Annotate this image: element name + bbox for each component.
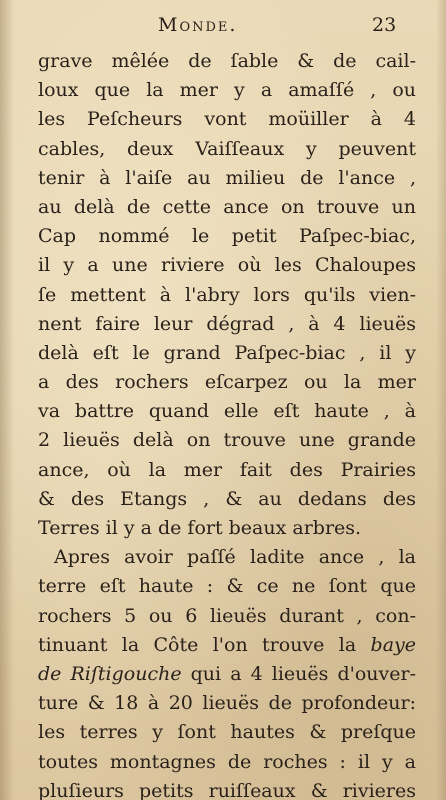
- text-segment: qui a 4 lieuës d'ouver-: [181, 662, 416, 685]
- paragraph-start-line: Apres avoir paſſé ladite ance , la: [54, 546, 416, 569]
- text-line: grave mêlée de ſable & de cail-: [38, 50, 416, 72]
- text-line: les Peſcheurs vont moüiller à 4: [38, 108, 416, 131]
- running-head: [0, 14, 446, 44]
- body-text: [38, 47, 416, 800]
- text-line: & des Etangs , & au dedans des: [38, 487, 416, 510]
- text-line: il y a une riviere où les Chaloupes: [38, 254, 416, 277]
- text-line: ture & 18 à 20 lieuës de profondeur:: [38, 692, 416, 715]
- text-line: ſe mettent à l'abry lors qu'ils vien-: [38, 283, 416, 306]
- text-line: les terres y ſont hautes & preſque: [38, 721, 416, 744]
- text-line: cables, deux Vaiſſeaux y peuvent: [38, 137, 416, 160]
- text-line: Cap nommé le petit Paſpec-biac,: [38, 225, 416, 248]
- text-line-with-italic: [38, 660, 416, 689]
- text-line: terre eſt haute : & ce ne ſont que: [38, 575, 416, 598]
- text-line: au delà de cette ance on trouve un: [38, 195, 416, 218]
- page-number: 23: [372, 14, 397, 36]
- text-line: loux que la mer y a amaſſé , ou: [38, 79, 416, 102]
- text-line: pluſieurs petits ruiſſeaux & rivieres: [38, 779, 416, 800]
- text-segment: tinuant la Côte l'on trouve la: [38, 633, 371, 656]
- page-shadow-right: [436, 0, 446, 800]
- text-line: ance, où la mer fait des Prairies: [38, 458, 416, 481]
- page-shadow-left: [0, 0, 14, 800]
- text-line-with-italic: [38, 631, 416, 660]
- text-line: delà eſt le grand Paſpec-biac , il y: [38, 341, 416, 364]
- italic-place-name: de Riſtigouche: [38, 662, 182, 685]
- running-title: Monde.: [158, 14, 238, 36]
- text-line: rochers 5 ou 6 lieuës durant , con-: [38, 604, 416, 627]
- text-line: tenir à l'aiſe au milieu de l'ance ,: [38, 166, 416, 189]
- text-line: nent faire leur dégrad , à 4 lieuës: [38, 312, 416, 335]
- text-line: toutes montagnes de roches : il y a: [38, 750, 416, 773]
- italic-place-name: baye: [370, 633, 416, 656]
- paragraph-end-line: Terres il y a de fort beaux arbres.: [38, 517, 362, 539]
- text-line: a des rochers eſcarpez ou la mer: [38, 371, 416, 394]
- text-line: 2 lieuës delà on trouve une grande: [38, 429, 416, 452]
- text-line: va battre quand elle eſt haute , à: [38, 400, 416, 423]
